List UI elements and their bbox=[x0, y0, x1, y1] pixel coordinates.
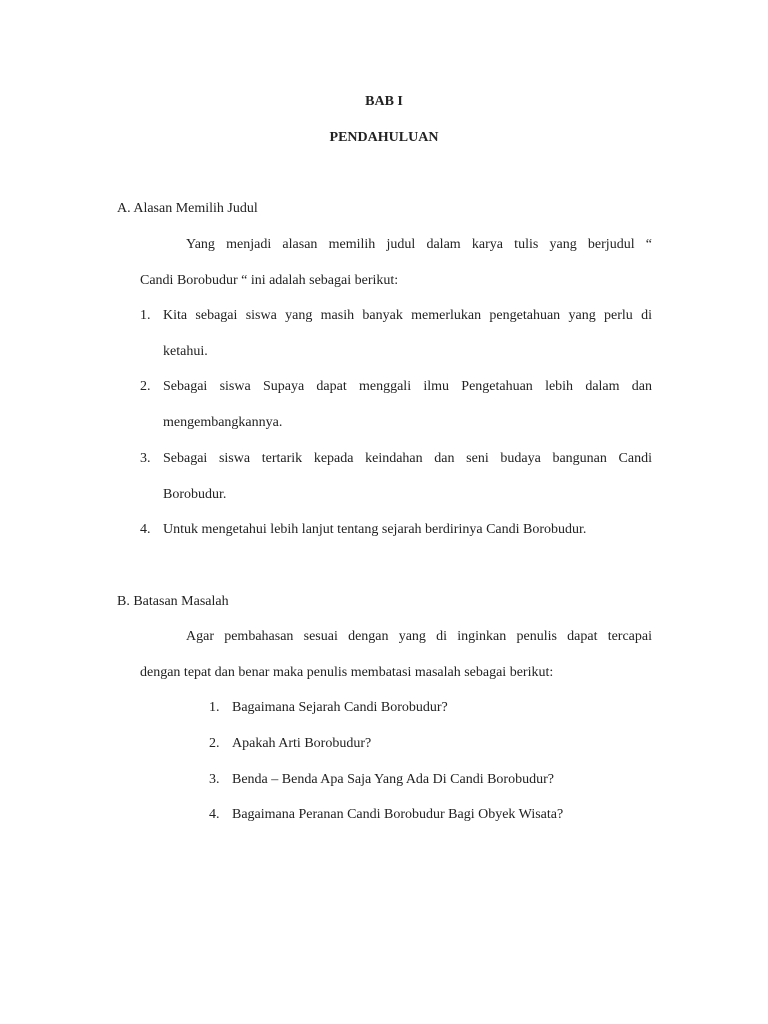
section-b-item-3-number: 3. bbox=[209, 772, 220, 787]
section-a-item-3-line1: Sebagai siswa tertarik kepada keindahan dan seni budaya bangunan Candi bbox=[163, 451, 652, 466]
section-a-item-4-number: 4. bbox=[140, 522, 151, 537]
section-b-item-1-number: 1. bbox=[209, 700, 220, 715]
section-b-item-1-text: Bagaimana Sejarah Candi Borobudur? bbox=[232, 700, 448, 715]
section-a-item-1-line1: Kita sebagai siswa yang masih banyak memerlukan pengetahuan yang perlu di bbox=[163, 308, 652, 323]
section-b-item-2-number: 2. bbox=[209, 736, 220, 751]
section-a-item-2-line1: Sebagai siswa Supaya dapat menggali ilmu Pengetahuan lebih dalam dan bbox=[163, 379, 652, 394]
section-a-intro-line1: Yang menjadi alasan memilih judul dalam karya tulis yang berjudul “ bbox=[186, 237, 652, 252]
section-a-item-1-number: 1. bbox=[140, 308, 151, 323]
section-b-item-3-text: Benda – Benda Apa Saja Yang Ada Di Candi Borobudur? bbox=[232, 772, 554, 787]
section-a-item-1-line2: ketahui. bbox=[163, 344, 208, 359]
section-b-intro-line1: Agar pembahasan sesuai dengan yang di inginkan penulis dapat tercapai bbox=[186, 629, 652, 644]
section-a-heading: A. Alasan Memilih Judul bbox=[117, 201, 258, 216]
page-title: PENDAHULUAN bbox=[329, 130, 439, 145]
section-a-item-3-number: 3. bbox=[140, 451, 151, 466]
section-b-intro-line2: dengan tepat dan benar maka penulis membatasi masalah sebagai berikut: bbox=[140, 665, 554, 680]
chapter-label: BAB I bbox=[365, 94, 403, 109]
section-b-item-2-text: Apakah Arti Borobudur? bbox=[232, 736, 372, 751]
section-b-item-4-text: Bagaimana Peranan Candi Borobudur Bagi Obyek Wisata? bbox=[232, 807, 564, 822]
section-b-item-4-number: 4. bbox=[209, 807, 220, 822]
section-a-intro-line2: Candi Borobudur “ ini adalah sebagai berikut: bbox=[140, 273, 399, 288]
section-a-item-3-line2: Borobudur. bbox=[163, 487, 227, 502]
section-a-item-4-line1: Untuk mengetahui lebih lanjut tentang sejarah berdirinya Candi Borobudur. bbox=[163, 522, 587, 537]
section-a-item-2-line2: mengembangkannya. bbox=[163, 415, 283, 430]
section-b-heading: B. Batasan Masalah bbox=[117, 594, 229, 609]
section-a-item-2-number: 2. bbox=[140, 379, 151, 394]
